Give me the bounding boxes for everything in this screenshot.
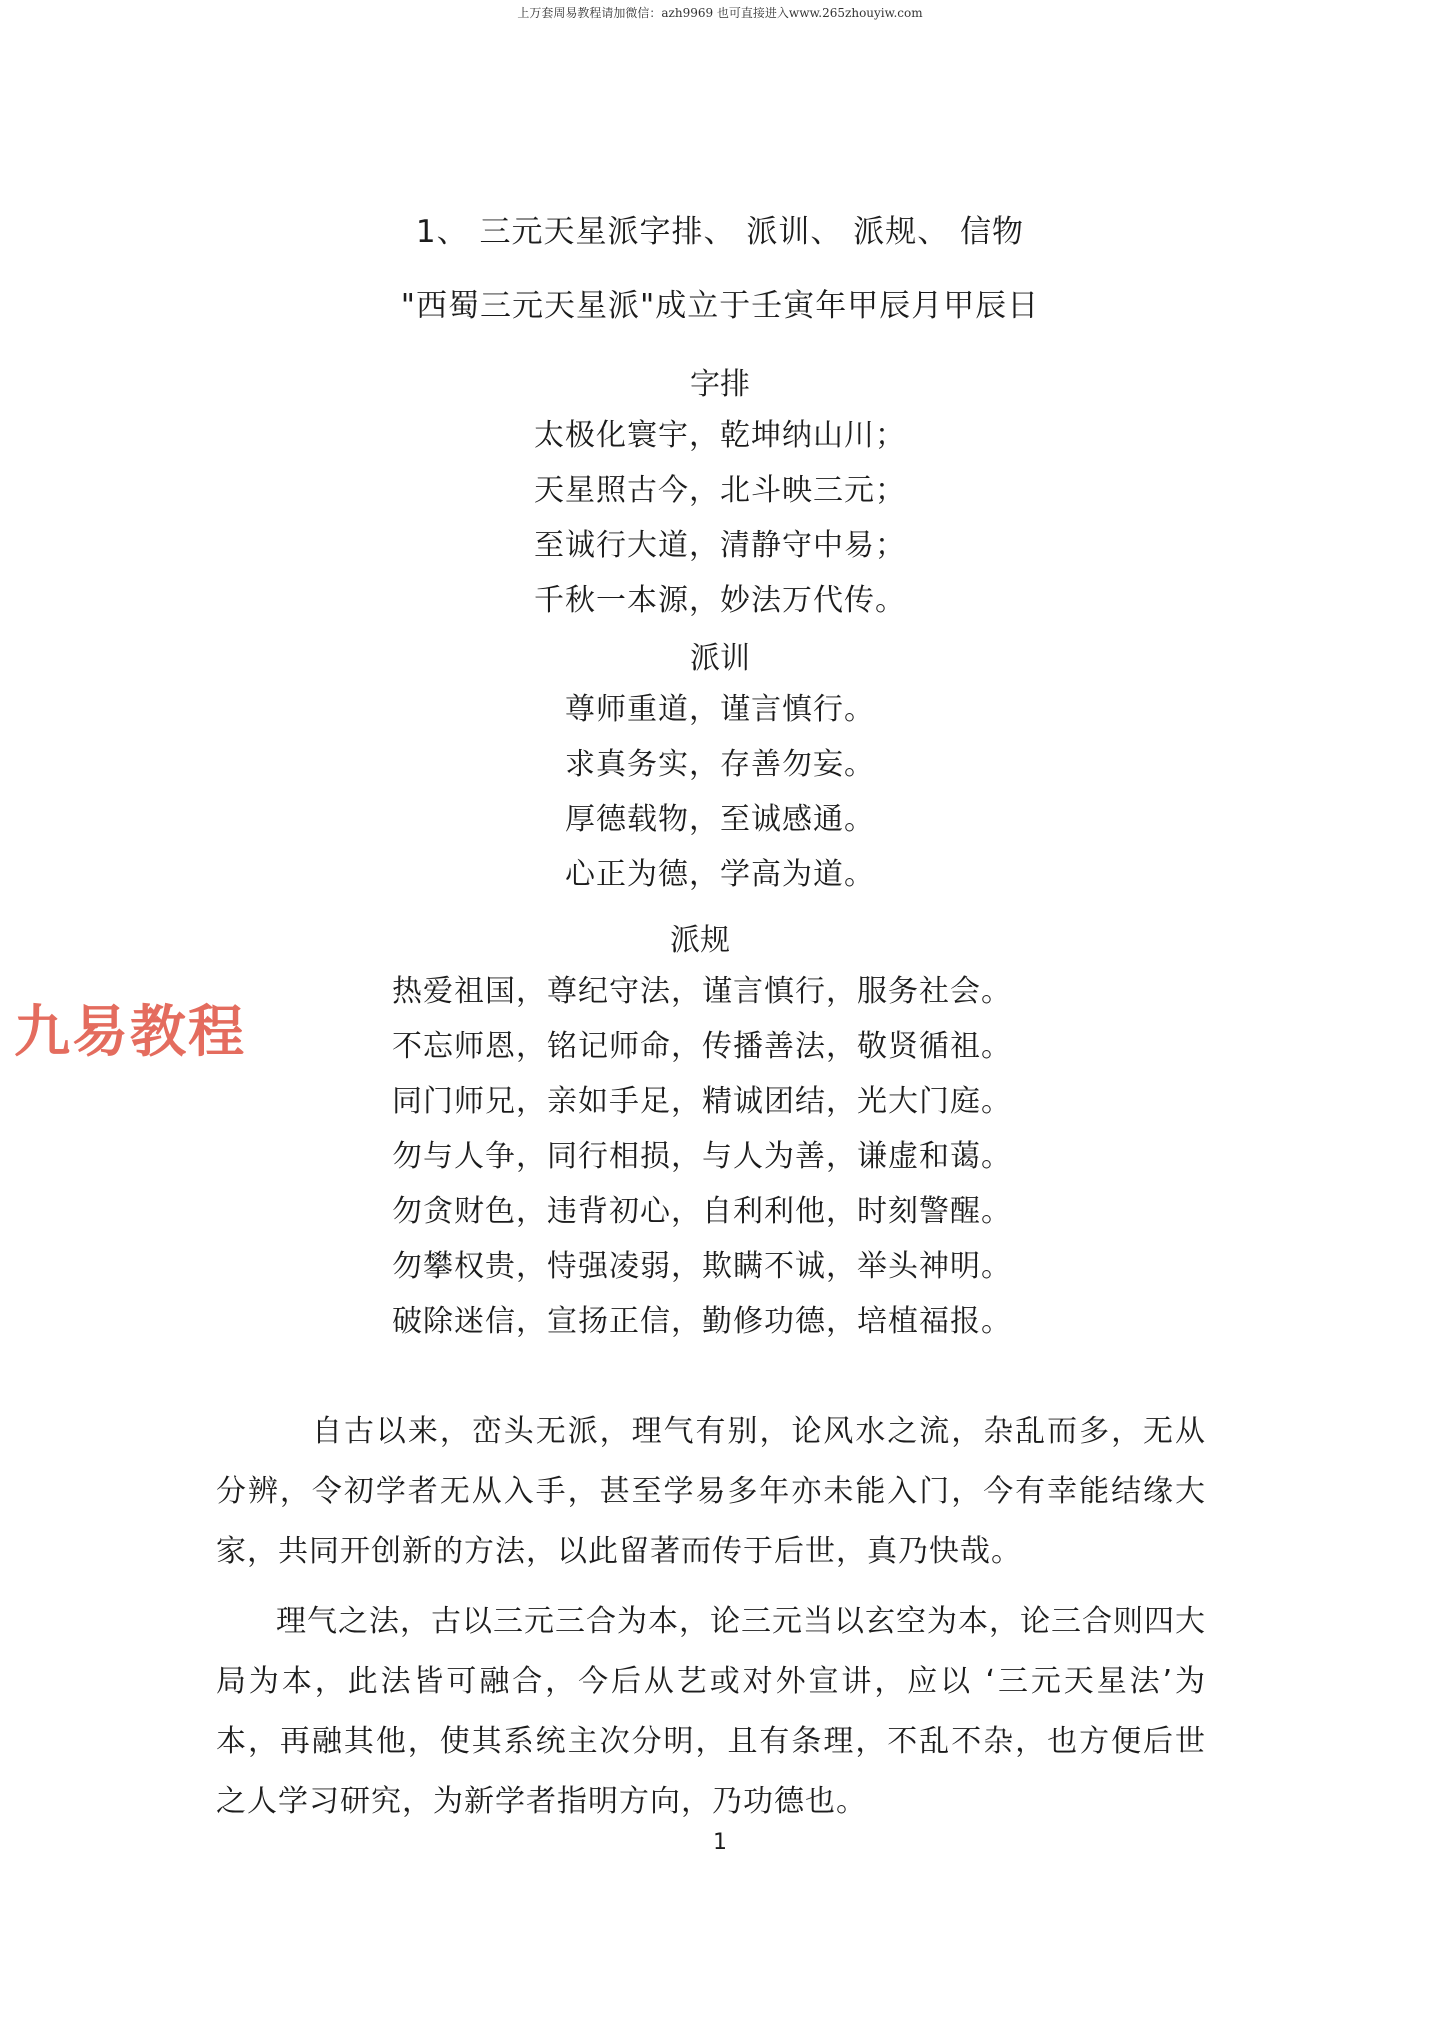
zipai-line: 太极化寰宇，乾坤纳山川； bbox=[534, 418, 906, 453]
watermark-logo: 九易教程 bbox=[14, 1000, 246, 1065]
section-paixun bbox=[0, 636, 1440, 902]
body-paragraph: 自古以来，峦头无派，理气有别，论风水之流，杂乱而多，无从分辨，令初学者无从入手，甚至学易多年亦未能入门，今有幸能结缘大家，共同开创新的方法，以此留著而传于后世，真乃快哉。 bbox=[216, 1414, 1206, 1569]
document-title: 1、 三元天星派字排、 派训、 派规、 信物 bbox=[415, 214, 1025, 250]
section-heading-zipai: 字排 bbox=[690, 367, 750, 402]
paigui-line: 勿与人争，同行相损，与人为善，谦虚和蔼。 bbox=[392, 1139, 1012, 1174]
paixun-line: 尊师重道，谨言慎行。 bbox=[565, 692, 875, 727]
paigui-line: 勿攀权贵，恃强凌弱，欺瞒不诚，举头神明。 bbox=[392, 1249, 1012, 1284]
document-subtitle: "西蜀三元天星派"成立于壬寅年甲辰月甲辰日 bbox=[400, 288, 1040, 324]
page-header-ad: 上万套周易教程请加微信：azh9969 也可直接进入www.265zhouyiw.com bbox=[517, 6, 923, 20]
paigui-line: 破除迷信，宣扬正信，勤修功德，培植福报。 bbox=[392, 1304, 1012, 1339]
paixun-line: 心正为德，学高为道。 bbox=[565, 857, 875, 892]
paixun-line: 厚德载物，至诚感通。 bbox=[565, 802, 875, 837]
paigui-line: 热爱祖国，尊纪守法，谨言慎行，服务社会。 bbox=[392, 974, 1012, 1009]
body-paragraph: 理气之法，古以三元三合为本，论三元当以玄空为本，论三合则四大局为本，此法皆可融合，今后从艺或对外宣讲，应以 ‘三元天星法’为本，再融其他，使其系统主次分明，且有条理，不乱不杂，也方便后世之人学习研究，为新学者指明方向，乃功德也。 bbox=[216, 1604, 1206, 1819]
zipai-line: 千秋一本源，妙法万代传。 bbox=[534, 583, 906, 618]
section-heading-paixun: 派训 bbox=[690, 641, 750, 676]
paixun-line: 求真务实，存善勿妄。 bbox=[565, 747, 875, 782]
paigui-list bbox=[392, 964, 1092, 1349]
zipai-line: 至诚行大道，清静守中易； bbox=[534, 528, 906, 563]
section-zipai bbox=[0, 362, 1440, 628]
paigui-line: 不忘师恩，铭记师命，传播善法，敬贤循祖。 bbox=[392, 1029, 1012, 1064]
zipai-line: 天星照古今，北斗映三元； bbox=[534, 473, 906, 508]
paigui-line: 勿贪财色，违背初心，自利利他，时刻警醒。 bbox=[392, 1194, 1012, 1229]
paigui-line: 同门师兄，亲如手足，精诚团结，光大门庭。 bbox=[392, 1084, 1012, 1119]
page-number: 1 bbox=[713, 1830, 727, 1855]
section-heading-paigui: 派规 bbox=[670, 923, 730, 958]
section-paigui-heading-wrap bbox=[0, 918, 1400, 964]
